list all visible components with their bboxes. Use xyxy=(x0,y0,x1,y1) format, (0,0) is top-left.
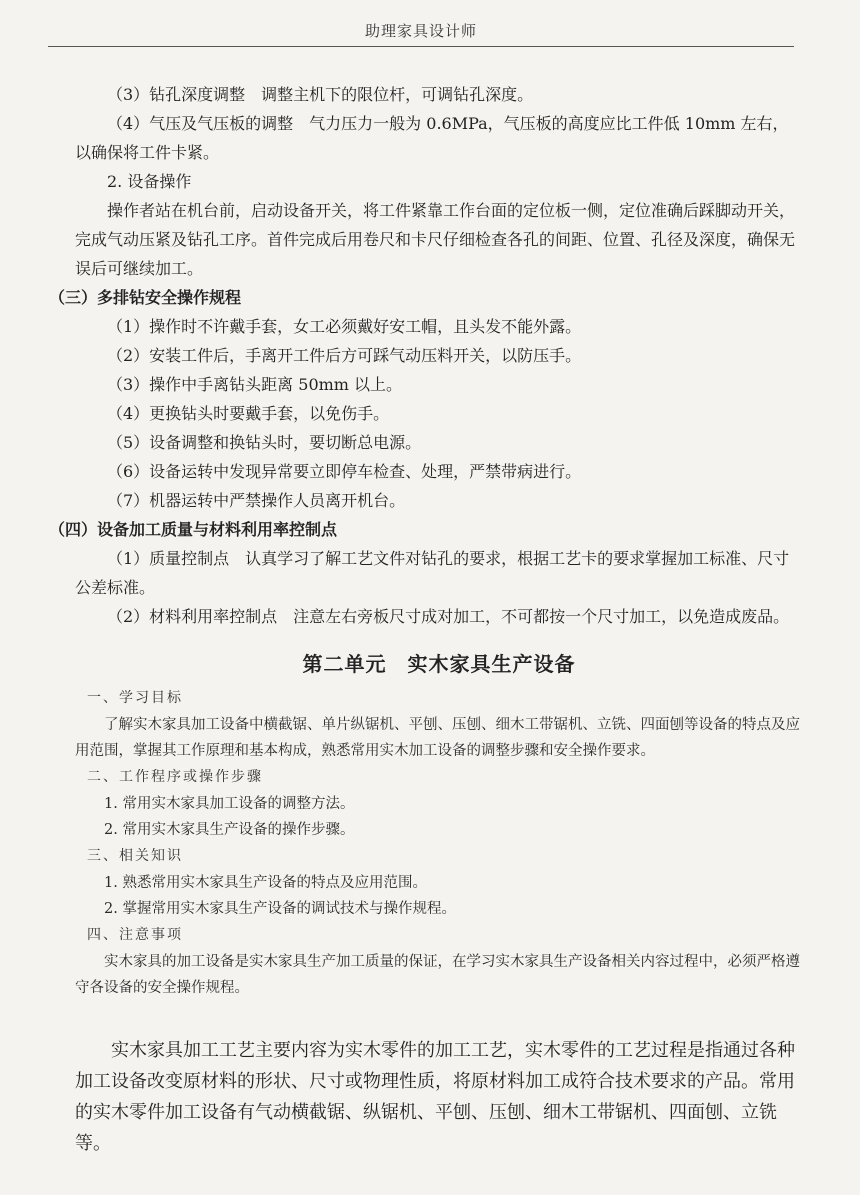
quality-item: （2）材料利用率控制点 注意左右旁板尺寸成对加工，不可都按一个尺寸加工，以免造成废品。 xyxy=(107,607,790,626)
safety-item: （6）设备运转中发现异常要立即停车检查、处理，严禁带病进行。 xyxy=(107,462,582,481)
unit-title: 第二单元 实木家具生产设备 xyxy=(302,652,576,676)
goals-heading: 一、学习目标 xyxy=(87,690,183,706)
para-operation-text: 操作者站在机台前，启动设备开关，将工件紧靠工作台面的定位板一侧，定位准确后踩脚动开关，完成气动压紧及钻孔工序。首件完成后用卷尺和卡尺仔细检查各孔的间距、位置、孔径及深度，确保无误后可继续加工。 xyxy=(75,201,796,278)
safety-item: （2）安装工件后，手离开工件后方可踩气动压料开关，以防压手。 xyxy=(107,346,582,365)
safety-heading: （三）多排钻安全操作规程 xyxy=(49,288,242,307)
para-operation-heading: 2. 设备操作 xyxy=(107,172,192,191)
quality-item: （1）质量控制点 认真学习了解工艺文件对钻孔的要求，根据工艺卡的要求掌握加工标准、尺寸公差标准。 xyxy=(75,549,790,597)
step-item: 1. 常用实木家具加工设备的调整方法。 xyxy=(104,796,355,812)
safety-item: （1）操作时不许戴手套，女工必须戴好安工帽，且头发不能外露。 xyxy=(107,317,582,336)
notes-text: 实木家具的加工设备是实木家具生产加工质量的保证，在学习实木家具生产设备相关内容过程中，必须严格遵守各设备的安全操作规程。 xyxy=(75,954,800,996)
running-header xyxy=(48,0,794,47)
safety-item: （5）设备调整和换钻头时，要切断总电源。 xyxy=(107,433,422,452)
page-content xyxy=(49,80,803,1159)
header-title: 助理家具设计师 xyxy=(364,22,477,40)
safety-item: （3）操作中手离钻头距离 50mm 以上。 xyxy=(107,375,403,394)
para-drill-depth: （3）钻孔深度调整 调整主机下的限位杆，可调钻孔深度。 xyxy=(107,85,534,104)
steps-heading: 二、工作程序或操作步骤 xyxy=(87,769,263,785)
knowledge-heading: 三、相关知识 xyxy=(87,848,183,864)
step-item: 2. 常用实木家具生产设备的操作步骤。 xyxy=(104,822,355,838)
notes-heading: 四、注意事项 xyxy=(87,927,183,943)
knowledge-item: 1. 熟悉常用实木家具生产设备的特点及应用范围。 xyxy=(104,875,427,891)
goals-text: 了解实木家具加工设备中横截锯、单片纵锯机、平刨、压刨、细木工带锯机、立铣、四面刨等设备的特点及应用范围，掌握其工作原理和基本构成，熟悉常用实木加工设备的调整步骤和安全操作要求。 xyxy=(75,717,800,759)
knowledge-item: 2. 掌握常用实木家具生产设备的调试技术与操作规程。 xyxy=(104,901,456,917)
quality-heading: （四）设备加工质量与材料利用率控制点 xyxy=(49,520,338,539)
safety-item: （7）机器运转中严禁操作人员离开机台。 xyxy=(107,491,406,510)
para-air-pressure: （4）气压及气压板的调整 气力压力一般为 0.6MPa，气压板的高度应比工件低 10mm 左右，以确保将工件卡紧。 xyxy=(75,114,789,162)
closing-paragraph: 实木家具加工工艺主要内容为实木零件的加工工艺，实木零件的工艺过程是指通过各种加工设备改变原材料的形状、尺寸或物理性质，将原材料加工成符合技术要求的产品。常用的实木零件加工设备有气动横截锯、纵锯机、平刨、压刨、细木工带锯机、四面刨、立铣等。 xyxy=(75,1040,795,1154)
safety-item: （4）更换钻头时要戴手套，以免伤手。 xyxy=(107,404,390,423)
